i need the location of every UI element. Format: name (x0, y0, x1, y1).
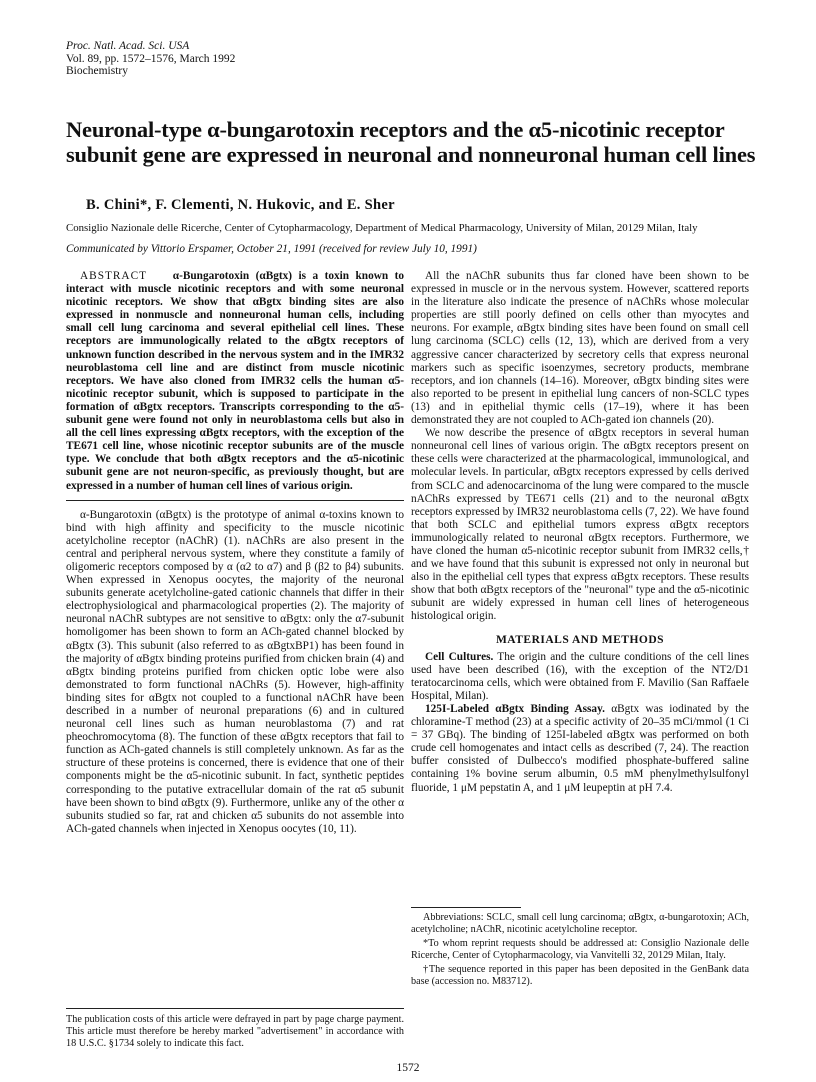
intro-paragraph-2: All the nAChR subunits thus far cloned have been shown to be expressed in muscle or in the nervous system. However, scattered reports in the literature also indicate the presence of nAChRs whose molecular properties are still poorly defined on cells other than myocytes and neurons. For example, αBgtx binding sites have been found on small cell lung carcinoma (SCLC) cells (12, 13), which are derived from a very aggressive cancer characterized by secretory cells that express neuronal markers such as specific isoenzymes, secretory products, membrane receptors, and ion channels (14–16). Moreover, αBgtx binding sites were also reported to be present in epithelial lung cancers of non-SCLC types (13) and in epithelial thymic cells (17–19), where it has been demonstrated they are not coupled to ACh-gated ion channels (20). (411, 270, 749, 427)
volume-info: Vol. 89, pp. 1572–1576, March 1992 (66, 52, 236, 65)
methods-heading: MATERIALS AND METHODS (495, 633, 665, 646)
footnote-abbreviations: Abbreviations: SCLC, small cell lung carcinoma; αBgtx, α-bungarotoxin; ACh, acetylcholine; nAChR, nicotinic acetylcholine receptor. (411, 912, 749, 935)
journal-header (66, 40, 235, 78)
cell-cultures-paragraph (411, 651, 749, 703)
abstract-text: α-Bungarotoxin (αBgtx) is a toxin known to interact with muscle nicotinic receptors and with some neuronal nicotinic receptors. We show that αBgtx binding sites are also expressed in nonmuscle and nonneuronal human cells, including small cell lung carcinoma and several epithelial cell lines. These receptors are immunologically related to the αBgtx receptors of unknown function described in the nervous system and in the IMR32 neuroblastoma cell line and are distinct from muscle nicotinic receptors. We have also cloned from IMR32 cells the human α5-nicotinic receptor subunit, which is supposed to participate in the formation of αBgtx receptors. Transcripts corresponding to the α5-subunit gene were found not only in neuroblastoma cells but also in all the cell lines expressing αBgtx receptors, with the exception of the TE671 cell line, whose nicotinic receptor subunits are of the muscle type. We conclude that both αBgtx receptors and the α5-nicotinic subunit gene are not neuron-specific, as previously thought, but are expressed in a number of human cell lines of various origin. (66, 270, 405, 492)
cell-cultures-text: The origin and the culture conditions of the cell lines used have been described (16), with the exception of the NT2/D1 teratocarcinoma cells, which were obtained from F. Mavilio (San Raffaele Hospital, Milan). (411, 650, 749, 702)
article-title: Neuronal-type α-bungarotoxin receptors and the α5-nicotinic receptor subunit gene are expressed in neuronal and nonneuronal human cell lines (66, 117, 756, 167)
footnote-divider-left (66, 1008, 404, 1009)
intro-paragraph: α-Bungarotoxin (αBgtx) is the prototype of animal α-toxins known to bind with high affinity and specificity to the muscle nicotinic acetylcholine receptor (nAChR) (1). nAChRs are also present in the central and peripheral nervous system, where they constitute a family of oligomeric receptors composed by α (α2 to α7) and β (β2 to β4) subunits. When expressed in Xenopus oocytes, the majority of the neuronal subunits generate acetylcholine-gated cationic channels that differ in their electrophysiological and pharmacological properties (2). The majority of neuronal nAChR subtypes are not sensitive to αBgtx: only the α7-subunit homoligomer has been shown to form an ACh-gated channel blocked by αBgtx (3). This subunit (also referred to as αBgtxBP1) has been found in the majority of αBgtx binding proteins purified from chicken brain (4) and αBgtx binding proteins purified from chicken optic lobe were also demonstrated to form functional nAChRs (5). However, high-affinity binding sites for αBgtx not coupled to a functional nAChR have been described in a number of neuronal preparations (6) and in cultured neuronal cell lines such as human neuroblastoma (7) and rat pheochromocytoma (8). The function of these αBgtx receptors that fail to function as ACh-gated channels is still completely unknown. As far as the structure of these proteins is concerned, there is evidence that one of their components might be the α5-nicotinic subunit. In fact, synthetic peptides corresponding to the putative extracellular domain of the rat α5 subunit have been shown to bind αBgtx (9). Furthermore, unlike any of the other α subunits studied so far, rat and chicken α5 subunits do not assemble into ACh-gated channels when injected in Xenopus oocytes (10, 11). (66, 508, 404, 835)
binding-assay-text: αBgtx was iodinated by the chloramine-T method (23) at a specific activity of 20–35 mCi/mmol (1 Ci = 37 GBq). The binding of 125I-labeled αBgtx was performed on both crude cell homogenates and intact cells as described (7, 24). The reaction buffer consisted of Dulbecco's modified phosphate-buffered saline containing 1% bovine serum albumin, 0.5 mM phenylmethylsulfonyl fluoride, 1 μM pepstatin A, and 1 μM leupeptin at pH 7.4. (411, 703, 749, 794)
communicated-line: Communicated by Vittorio Erspamer, October 21, 1991 (received for review July 10, 1991) (66, 243, 477, 255)
footnote-charges: The publication costs of this article were defrayed in part by page charge payment. This article must therefore be hereby marked "advertisement" in accordance with 18 U.S.C. §1734 solely to indicate this fact. (66, 1014, 404, 1049)
page-number: 1572 (396, 1062, 420, 1074)
journal-name: Proc. Natl. Acad. Sci. USA (66, 40, 190, 52)
abstract-divider (66, 500, 404, 501)
binding-assay-paragraph (411, 703, 749, 795)
footnote-genbank: †The sequence reported in this paper has been deposited in the GenBank data base (accession no. M83712). (411, 964, 749, 987)
abstract-label: ABSTRACT (80, 270, 148, 282)
footnote-divider (411, 907, 521, 908)
binding-assay-heading: 125I-Labeled αBgtx Binding Assay. (425, 703, 605, 715)
intro-paragraph-3: We now describe the presence of αBgtx receptors in several human nonneuronal cell lines of various origin. The αBgtx receptors present on these cells were characterized at the pharmacological, immunological, and molecular levels. In particular, αBgtx receptors expressed by cells derived from SCLC and adenocarcinoma of the lung were compared to the muscle nAChRs expressed by TE671 cells (21) and to the neuronal αBgtx receptors expressed by IMR32 neuroblastoma cells (7, 22). We have found that both SCLC and epithelial tumors express αBgtx receptors immunologically related to neuronal αBgtx receptors. Furthermore, we have cloned the human α5-nicotinic receptor subunit from IMR32 cells,† and we have found that this subunit is expressed not only in neuronal but also in the epithelial cell types that express αBgtx receptors. These results show that both αBgtx receptors of the "neuronal" type and the α5-nicotinic subunit are widely expressed in human cell lines of heterogeneous histological origin. (411, 427, 749, 623)
right-column (411, 270, 749, 795)
cell-cultures-heading: Cell Cultures. (425, 650, 494, 663)
footnote-charges-box (66, 1008, 404, 1050)
author-list: B. Chini*, F. Clementi, N. Hukovic, and E. Sher (86, 197, 395, 213)
footnotes-right (411, 907, 749, 990)
abstract (66, 270, 404, 493)
footnote-reprint: *To whom reprint requests should be addressed at: Consiglio Nazionale delle Ricerche, Center of Cytopharmacology, via Vanvitelli 32, 20129 Milan, Italy. (411, 938, 749, 961)
section-label: Biochemistry (66, 65, 128, 77)
affiliation: Consiglio Nazionale delle Ricerche, Center of Cytopharmacology, Department of Medical Pharmacology, University of Milan, 20129 Milan, Italy (66, 222, 698, 234)
left-column (66, 270, 404, 836)
